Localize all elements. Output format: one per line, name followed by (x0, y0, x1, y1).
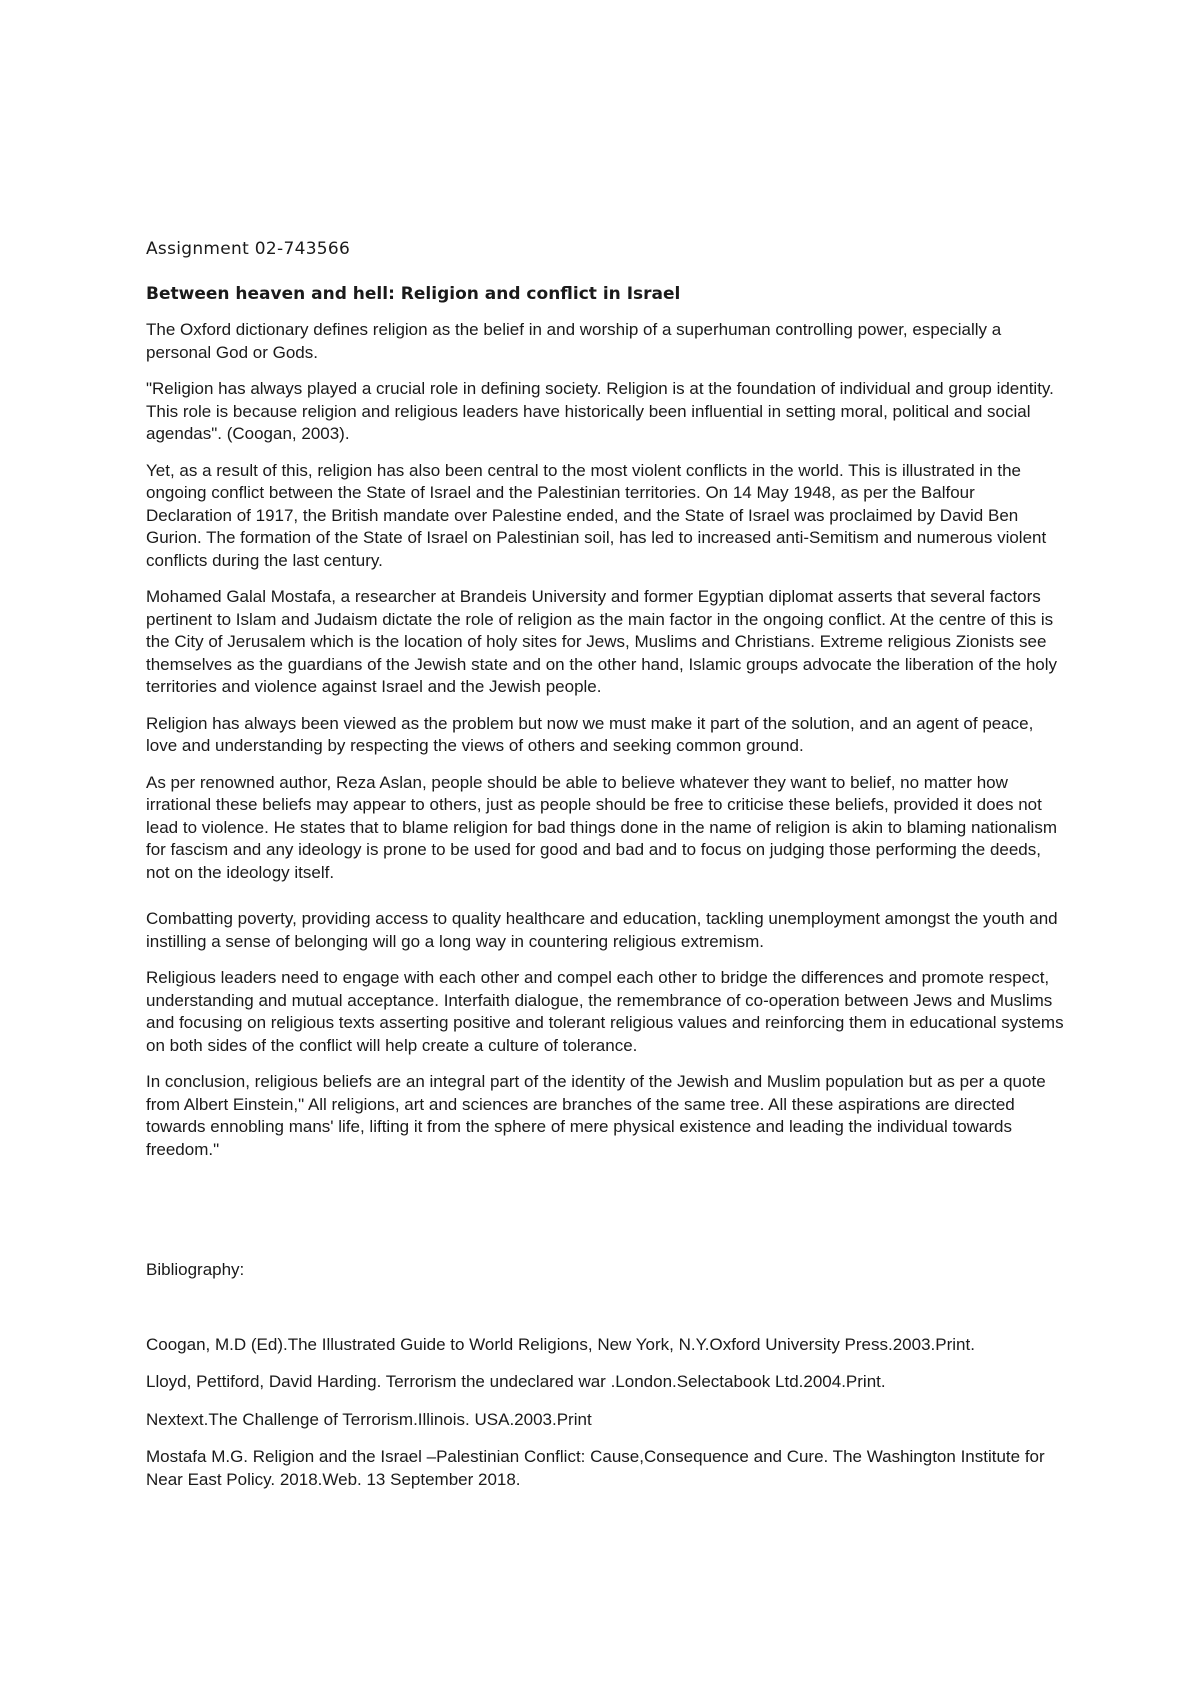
paragraph-religious-leaders: Religious leaders need to engage with each other and compel each other to bridge the differences and promote respect, understanding and mutual acceptance. Interfaith dialogue, the remembrance of co-operation between Jews and Muslims and focusing on religious texts asserting positive and tolerant religious values and reinforcing them in educational systems on both sides of the conflict will help create a culture of tolerance. (146, 968, 1064, 1055)
paragraph-poverty: Combatting poverty, providing access to quality healthcare and education, tackling unemployment amongst the youth and instilling a sense of belonging will go a long way in countering religious extremism. (146, 909, 1058, 951)
paragraph-aslan: As per renowned author, Reza Aslan, people should be able to believe whatever they want to belief, no matter how irrational these beliefs may appear to others, just as people should be free to criticise these beliefs, provided it does not lead to violence. He states that to blame religion for bad things done in the name of religion is akin to blaming nationalism for fascism and any ideology is prone to be used for good and bad and to focus on judging those performing the deeds, not on the ideology itself. (146, 772, 1057, 882)
paragraph-conclusion: In conclusion, religious beliefs are an integral part of the identity of the Jewish and Muslim population but as per a quote from Albert Einstein," All religions, art and sciences are branches of the same tree. All these aspirations are directed towards ennobling mans' life, lifting it from the sphere of mere physical existence and leading the individual towards freedom." (146, 1072, 1046, 1159)
bibliography-list (146, 1334, 1064, 1492)
bibliography-entry: Mostafa M.G. Religion and the Israel –Palestinian Conflict: Cause,Consequence and Cure. The Washington Institute for Near East Policy. 2018.Web. 13 September 2018. (146, 1447, 1045, 1489)
bibliography-heading: Bibliography: (146, 1260, 245, 1279)
paragraph-solution: Religion has always been viewed as the problem but now we must make it part of the solution, and an agent of peace, love and understanding by respecting the views of others and seeking common ground. (146, 713, 1034, 755)
paragraph-conflict-history: Yet, as a result of this, religion has also been central to the most violent conflicts in the world. This is illustrated in the ongoing conflict between the State of Israel and the Palestinian territories. On 14 May 1948, as per the Balfour Declaration of 1917, the British mandate over Palestine ended, and the State of Israel was proclaimed by David Ben Gurion. The formation of the State of Israel on Palestinian soil, has led to increased anti-Semitism and numerous violent conflicts during the last century. (146, 460, 1047, 570)
paragraph-definition: The Oxford dictionary defines religion as the belief in and worship of a superhuman controlling power, especially a personal God or Gods. (146, 320, 1002, 362)
paragraph-mostafa: Mohamed Galal Mostafa, a researcher at Brandeis University and former Egyptian diplomat asserts that several factors pertinent to Islam and Judaism dictate the role of religion as the main factor in the ongoing conflict. At the centre of this is the City of Jerusalem which is the location of holy sites for Jews, Muslims and Christians. Extreme religious Zionists see themselves as the guardians of the Jewish state and on the other hand, Islamic groups advocate the liberation of the holy territories and violence against Israel and the Jewish people. (146, 587, 1058, 696)
bibliography-entry: Coogan, M.D (Ed).The Illustrated Guide to World Religions, New York, N.Y.Oxford University Press.2003.Print. (146, 1334, 975, 1354)
essay-title: Between heaven and hell: Religion and conflict in Israel (146, 283, 681, 304)
assignment-number: Assignment 02-743566 (146, 239, 351, 259)
bibliography-entry: Nextext.The Challenge of Terrorism.Illinois. USA.2003.Print (146, 1409, 592, 1429)
bibliography-entry: Lloyd, Pettiford, David Harding. Terrorism the undeclared war .London.Selectabook Ltd.2004.Print. (146, 1372, 886, 1391)
paragraph-quote-coogan: "Religion has always played a crucial role in defining society. Religion is at the foundation of individual and group identity. This role is because religion and religious leaders have historically been influential in setting moral, political and social agendas". (Coogan, 2003). (146, 379, 1054, 443)
document-page (146, 238, 1064, 1506)
